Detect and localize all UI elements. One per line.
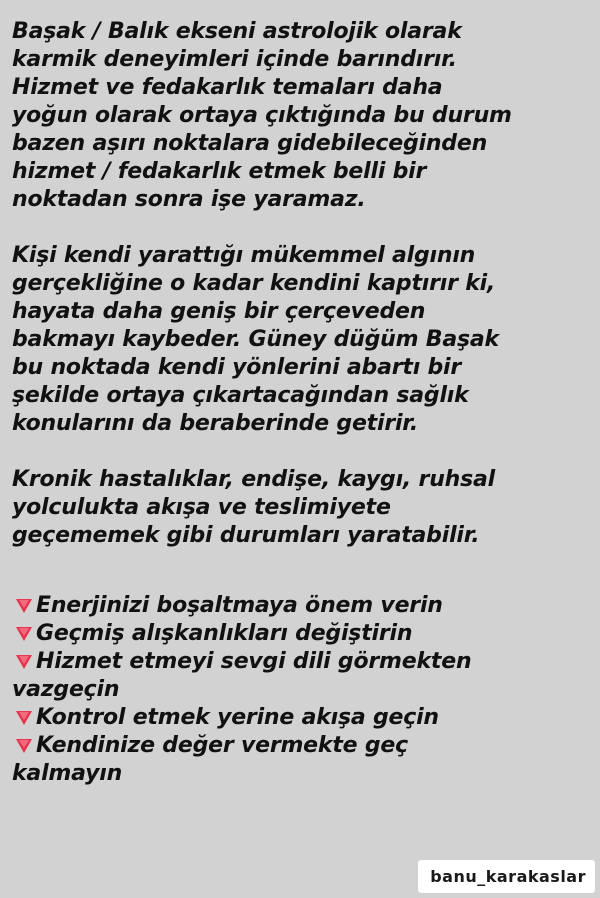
tip-text: Enerjinizi boşaltmaya önem verin bbox=[36, 593, 443, 618]
list-item bbox=[12, 620, 592, 648]
tip-text: Kontrol etmek yerine akışa geçin bbox=[36, 705, 439, 730]
list-item bbox=[12, 592, 592, 620]
list-item bbox=[12, 704, 592, 732]
tip-text: Hizmet etmeyi sevgi dili görmekten vazgeçin bbox=[12, 649, 472, 702]
story-text-content bbox=[12, 18, 592, 788]
red-triangle-down-icon bbox=[16, 599, 32, 613]
red-triangle-down-icon bbox=[16, 711, 32, 725]
paragraph-south-node: Kişi kendi yarattığı mükemmel algının gerçekliğine o kadar kendini kaptırır ki, hayata daha geniş bir çerçeveden bakmayı kaybeder. Güney düğüm Başak bu noktada kendi yönlerini abartı bir şekilde ortaya çıkartacağından sağlık konularını da beraberinde getirir. bbox=[12, 243, 499, 436]
red-triangle-down-icon bbox=[16, 655, 32, 669]
list-item bbox=[12, 732, 592, 788]
paragraph-intro: Başak / Balık ekseni astrolojik olarak karmik deneyimleri içinde barındırır. Hizmet ve fedakarlık temaları daha yoğun olarak ortaya çıktığında bu durum bazen aşırı noktalara gidebileceğinden hizmet / fedakarlık etmek belli bir noktadan sonra işe yaramaz. bbox=[12, 19, 512, 212]
list-item bbox=[12, 648, 592, 704]
username-watermark[interactable]: banu_karakaslar bbox=[418, 860, 595, 893]
red-triangle-down-icon bbox=[16, 739, 32, 753]
tip-text: Kendinize değer vermekte geç kalmayın bbox=[12, 733, 408, 786]
red-triangle-down-icon bbox=[16, 627, 32, 641]
tip-text: Geçmiş alışkanlıkları değiştirin bbox=[36, 621, 413, 646]
paragraph-effects: Kronik hastalıklar, endişe, kaygı, ruhsal yolculukta akışa ve teslimiyete geçememek gibi durumları yaratabilir. bbox=[12, 467, 496, 548]
tips-list bbox=[12, 592, 592, 788]
